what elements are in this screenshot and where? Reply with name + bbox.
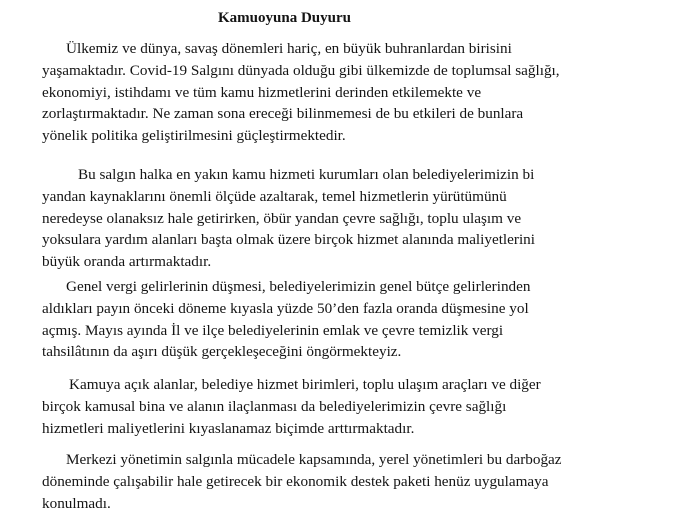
text-line: hizmetleri maliyetlerini kıyaslanamaz biçimde arttırmaktadır. — [42, 419, 415, 437]
paragraph-4 — [42, 374, 672, 439]
text-line: Merkezi yönetimin salgınla mücadele kapsamında, yerel yönetimleri bu darboğaz — [66, 451, 562, 468]
text-line: Genel vergi gelirlerinin düşmesi, belediyelerimizin genel bütçe gelirlerinden — [66, 278, 531, 295]
text-line: döneminde çalışabilir hale getirecek bir ekonomik destek paketi henüz uygulamaya — [42, 472, 549, 490]
paragraph-5 — [42, 449, 672, 514]
paragraph-1 — [42, 38, 672, 147]
text-line: konulmadı. — [42, 494, 111, 512]
text-line: aldıkları payın önceki döneme kıyasla yüzde 50’den fazla oranda düşmesine yol — [42, 299, 529, 317]
text-line: tahsilâtının da aşırı düşük gerçekleşeceğini öngörmekteyiz. — [42, 343, 402, 361]
text-line: açmış. Mayıs ayında İl ve ilçe belediyelerinin emlak ve çevre temizlik vergi — [42, 321, 504, 339]
text-line: yandan kaynaklarını önemli ölçüde azaltarak, temel hizmetlerin yürütümünü — [42, 187, 507, 205]
paragraph-2 — [42, 164, 672, 273]
text-line: yönelik politika geliştirilmesini güçleştirmektedir. — [42, 127, 346, 145]
document-title: Kamuoyuna Duyuru — [218, 10, 351, 26]
text-line: Ülkemiz ve dünya, savaş dönemleri hariç, en büyük buhranlardan birisini — [66, 40, 512, 57]
text-line: Bu salgın halka en yakın kamu hizmeti kurumları olan belediyelerimizin bi — [78, 166, 535, 183]
text-line: zorlaştırmaktadır. Ne zaman sona ereceği bilinmemesi de bu etkileri de bunlara — [42, 105, 524, 123]
text-line: birçok kamusal bina ve alanın ilaçlanması da belediyelerimizin çevre sağlığı — [42, 397, 507, 415]
text-line: ekonomiyi, istihdamı ve tüm kamu hizmetlerini derinden etkilemekte ve — [42, 83, 482, 101]
text-line: neredeyse olanaksız hale getirirken, öbür yandan çevre sağlığı, toplu ulaşım ve — [42, 209, 522, 227]
text-line: büyük oranda artırmaktadır. — [42, 253, 212, 271]
text-line: Kamuya açık alanlar, belediye hizmet birimleri, toplu ulaşım araçları ve diğer — [69, 376, 541, 393]
paragraph-3 — [42, 276, 672, 363]
text-line: yoksulara yardım alanları başta olmak üzere birçok hizmet alanında maliyetlerini — [42, 231, 535, 249]
text-line: yaşamaktadır. Covid-19 Salgını dünyada olduğu gibi ülkemizde de toplumsal sağlığı, — [42, 61, 560, 79]
